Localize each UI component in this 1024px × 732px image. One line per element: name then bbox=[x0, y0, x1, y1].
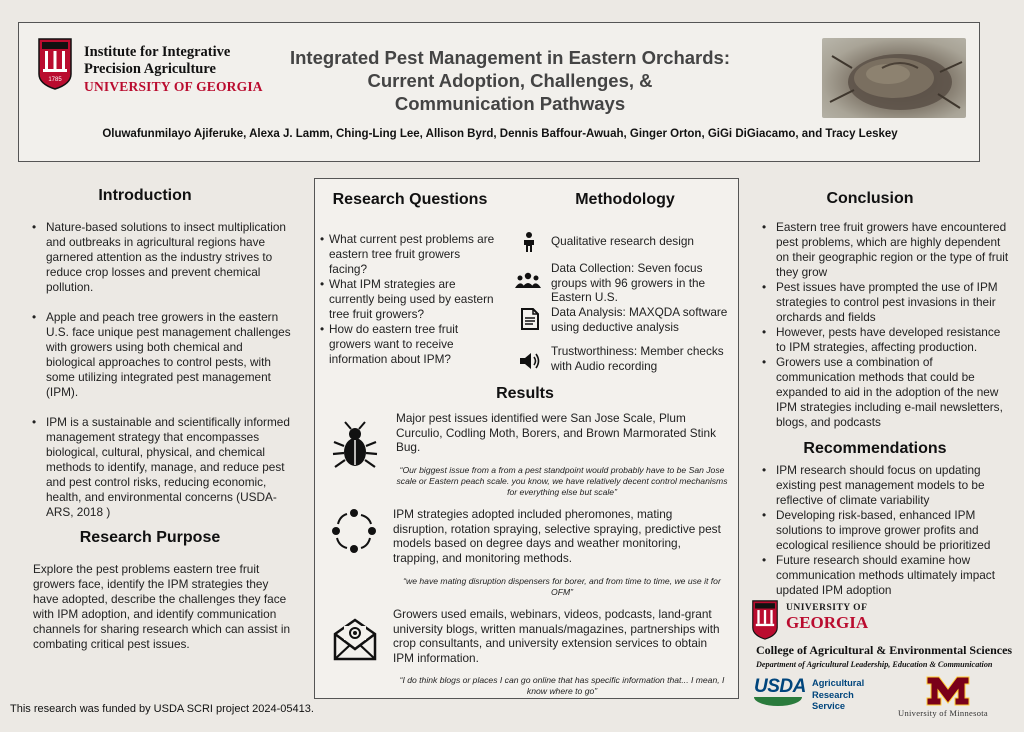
result-quote: “Our biggest issue from a from a pest standpoint would probably have to be San Jose scale or Eastern peach scale. you know, we have relatively decent control mechanisms for everything else but scale” bbox=[396, 465, 728, 497]
result-quote: “we have mating disruption dispensers for borer, and from time to time, we use it for OFM” bbox=[403, 576, 721, 597]
introduction-list bbox=[30, 220, 292, 520]
uga-logo-georgia: GEORGIA bbox=[786, 613, 869, 632]
result-text: Growers used emails, webinars, videos, podcasts, land-grant university blogs, written manuals/magazines, partnerships with crop consultants, and university extension services to obtain IPM information. bbox=[393, 607, 720, 665]
umn-block-m-logo bbox=[926, 676, 970, 706]
results-heading: Results bbox=[496, 385, 554, 402]
stink-bug-illustration bbox=[822, 38, 966, 118]
shield-year-text: 1785 bbox=[48, 77, 62, 83]
ars-logo-text bbox=[812, 678, 864, 713]
list-item: • Future research should examine how communication methods ultimately impact updated IPM adoption bbox=[760, 553, 1010, 598]
author-list: Oluwafunmilayo Ajiferuke, Alexa J. Lamm, Ching-Ling Lee, Allison Byrd, Dennis Baffour-Awuah, Ginger Orton, GiGi DiGiacamo, and Tracy Leskey bbox=[102, 128, 898, 140]
research-questions-list bbox=[318, 232, 500, 367]
methodology-item: Qualitative research design bbox=[551, 234, 694, 248]
email-icon bbox=[332, 616, 378, 662]
usda-logo-text: USDA bbox=[754, 676, 806, 697]
uga-arch-shield-logo bbox=[38, 38, 72, 90]
list-item: • Eastern tree fruit growers have encountered pest problems, which are highly dependent on their geographic region or the type of fruit they grow bbox=[760, 220, 1010, 280]
methodology-item: Data Analysis: MAXQDA software using deductive analysis bbox=[551, 305, 728, 334]
funding-note: This research was funded by USDA SCRI project 2024-05413. bbox=[10, 703, 314, 715]
list-item: • What IPM strategies are currently being used by eastern tree fruit growers? bbox=[318, 277, 500, 322]
institute-name-line1: Institute for Integrative bbox=[84, 44, 231, 60]
list-item: • Developing risk-based, enhanced IPM solutions to improve grower profits and ecological resilience should be prioritized bbox=[760, 508, 1010, 553]
result-text: Major pest issues identified were San Jose Scale, Plum Curculio, Codling Moth, Borers, and Brown Marmorated Stink Bug. bbox=[396, 411, 716, 454]
uga-logo-university-of: UNIVERSITY OF bbox=[786, 603, 868, 613]
conclusion-list bbox=[760, 220, 1010, 430]
ars-line2: Research bbox=[812, 689, 854, 700]
ars-line1: Agricultural bbox=[812, 678, 865, 688]
title-line1: Integrated Pest Management in Eastern Orchards: bbox=[289, 47, 730, 68]
methodology-item: Data Collection: Seven focus groups with 96 growers in the Eastern U.S. bbox=[551, 261, 706, 304]
cycle-icon bbox=[331, 508, 377, 554]
speaker-icon bbox=[518, 350, 540, 372]
list-item: • IPM is a sustainable and scientifically informed management strategy that encompasses biological, cultural, physical, and chemical methods to identify, manage, and reduce pest and pest control risks, reducing economic, health, and environmental concerns (USDA-ARS, 2018 ) bbox=[30, 415, 292, 520]
usda-logo-swoosh bbox=[754, 697, 802, 706]
list-item: • Growers use a combination of communication methods that could be expanded to aid in the adoption of the new IPM strategies including e-mail newsletters, blogs, and podcasts bbox=[760, 355, 1010, 430]
list-item: • How do eastern tree fruit growers want to receive information about IPM? bbox=[318, 322, 500, 367]
result-text: IPM strategies adopted included pheromones, mating disruption, rotation spraying, selective spraying, predictive pest models based on degree days and weather monitoring, trapping, and monitoring methods. bbox=[393, 507, 721, 565]
stink-bug-photo bbox=[822, 38, 966, 118]
title-line2: Current Adoption, Challenges, & bbox=[367, 70, 653, 91]
conclusion-heading: Conclusion bbox=[826, 190, 914, 207]
caes-department-name: Department of Agricultural Leadership, Education & Communication bbox=[756, 660, 993, 669]
recommendations-heading: Recommendations bbox=[803, 440, 947, 457]
research-purpose-text: Explore the pest problems eastern tree fruit growers face, identify the IPM strategies they have adopted, describe the challenges they face with IPM adoption, and identify communication channels for sharing research which can assist in combating critical pest issues. bbox=[33, 562, 291, 651]
title-line3: Communication Pathways bbox=[394, 93, 626, 114]
institute-name-line2: Precision Agriculture bbox=[84, 61, 216, 77]
list-item: • Nature-based solutions to insect multiplication and outbreaks in agricultural regions have garnered attention as the industry strives to reduce crop losses and prevent chemical pollution. bbox=[30, 220, 292, 295]
bug-icon bbox=[330, 420, 380, 470]
list-item: • However, pests have developed resistance to IPM strategies, affecting production. bbox=[760, 325, 1010, 355]
umn-logo-text: University of Minnesota bbox=[898, 708, 988, 718]
list-item: • Pest issues have prompted the use of IPM strategies to control pest invasions in their orchards and fields bbox=[760, 280, 1010, 325]
document-icon bbox=[519, 308, 541, 330]
list-item: • What current pest problems are eastern tree fruit growers facing? bbox=[318, 232, 500, 277]
research-questions-heading: Research Questions bbox=[332, 191, 488, 208]
list-item: • Apple and peach tree growers in the eastern U.S. face unique pest management challenges with growers using both chemical and biological approaches to control pests, with some utilizing integrated pest management (IPM). bbox=[30, 310, 292, 400]
uga-shield-logo bbox=[752, 600, 778, 640]
research-purpose-heading: Research Purpose bbox=[79, 529, 221, 546]
institute-university: UNIVERSITY OF GEORGIA bbox=[84, 79, 263, 94]
group-icon bbox=[515, 270, 541, 292]
methodology-heading: Methodology bbox=[575, 191, 675, 208]
ars-line3: Service bbox=[812, 701, 846, 711]
poster-title bbox=[240, 46, 780, 115]
introduction-heading: Introduction bbox=[98, 187, 192, 204]
result-quote: “I do think blogs or places I can go online that has specific information that... I mean, I know where to go” bbox=[399, 675, 725, 696]
caes-college-name: College of Agricultural & Environmental Sciences bbox=[756, 643, 1013, 657]
recommendations-list bbox=[760, 463, 1010, 598]
person-icon bbox=[518, 231, 540, 253]
list-item: • IPM research should focus on updating existing pest management models to be reflective of climate variability bbox=[760, 463, 1010, 508]
methodology-item: Trustworthiness: Member checks with Audio recording bbox=[551, 344, 724, 373]
